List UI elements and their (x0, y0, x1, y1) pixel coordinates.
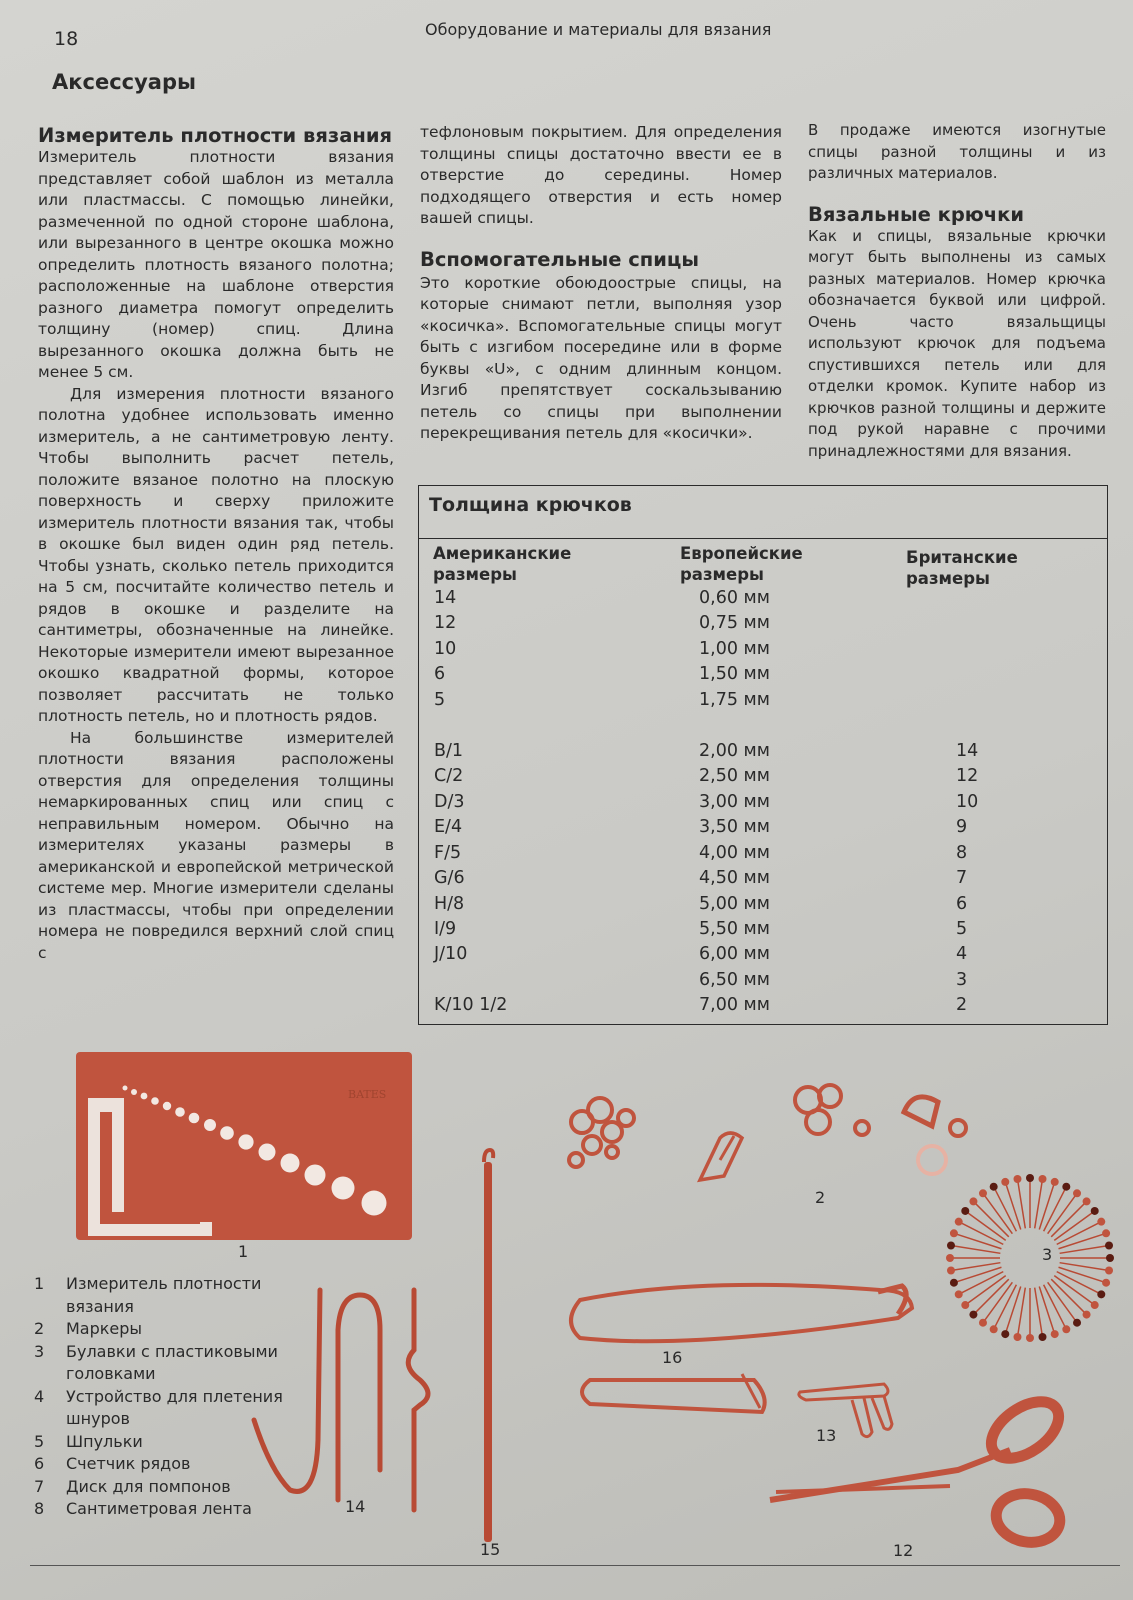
paragraph: тефлоновым покрытием. Для определения толщины спицы достаточно ввести ее в отверстие до середины. Номер подходящего отверстия и есть номер вашей спицы. (420, 123, 782, 227)
pin-head (1062, 1325, 1070, 1333)
caption-text: Маркеры (66, 1319, 143, 1338)
caption-text: Счетчик рядов (66, 1454, 191, 1473)
table-cell-eu: 0,60 мм (699, 588, 770, 608)
table-cell-uk: 8 (956, 843, 968, 863)
pin-head (979, 1189, 987, 1197)
table-cell-uk: 2 (956, 995, 968, 1015)
pin-head (1102, 1279, 1110, 1287)
pin-head (1051, 1178, 1059, 1186)
header-british: Британские размеры (906, 548, 1018, 588)
table-cell-uk: 3 (956, 970, 968, 990)
table-cell-uk: 14 (956, 741, 979, 761)
pin-head (946, 1254, 954, 1262)
pin-head (1097, 1218, 1105, 1226)
pin-head (950, 1279, 958, 1287)
pin-head (955, 1218, 963, 1226)
table-title: Толщина крючков (429, 494, 632, 516)
pin-head (1026, 1174, 1034, 1182)
pin-head (1039, 1175, 1047, 1183)
table-cell-eu: 6,50 мм (699, 970, 770, 990)
figure-label-safety-pins: 13 (816, 1426, 837, 1445)
figure-label-cable-needles: 14 (345, 1497, 366, 1516)
pin-head (969, 1197, 977, 1205)
table-cell-eu: 3,50 мм (699, 817, 770, 837)
table-cell-eu: 0,75 мм (699, 613, 770, 633)
pin-head (1097, 1290, 1105, 1298)
paragraph: Как и спицы, вязальные крючки могут быть выполнены из самых разных материалов. Номер крючка обозначается буквой или цифрой. Очень часто вязальщицы используют крючок для подъема спустившихся петель или для отделки кромок. Купите набор из крючков разной толщины и держите под рукой наравне с прочими принадлежностями для вязания. (808, 226, 1106, 460)
caption-number: 2 (34, 1319, 45, 1338)
page-number: 18 (54, 28, 79, 50)
table-cell-us: 10 (434, 639, 457, 659)
caption-text: Устройство для плетения шнуров (66, 1386, 283, 1428)
pin-head (1039, 1333, 1047, 1341)
pin-head (1013, 1333, 1021, 1341)
table-cell-eu: 3,00 мм (699, 792, 770, 812)
paragraph: На большинстве измерителей плотности вязания расположены отверстия для определения толщины немаркированных спиц или спиц с неправильным номером. Обычно на измерителях указаны размеры в американской и европейской метрической системе мер. Многие измерители сделаны из пластмассы, чтобы при определении номера не повредился верхний слой спиц с (38, 728, 394, 962)
caption-number: 7 (34, 1476, 45, 1496)
pin-head (969, 1311, 977, 1319)
crochet-hook-illustration (484, 1150, 493, 1542)
paragraph: Для измерения плотности вязаного полотна удобнее использовать именно измеритель, а не сантиметровую ленту. Чтобы выполнить расчет петель, положите вязаное полотно на плоскую поверхность и сверху приложите измеритель плотности вязания так, чтобы в окошке был виден один ряд петель. Чтобы узнать, сколько петель приходится на 5 см, посчитайте количество петель и рядов в окошке и разделите на сантиметры, обозначенные на линейке. Некоторые измерители имеют вырезанное окошко квадратной формы, которое позволяет рассчитать не только плотность петель, но и плотность рядов. (38, 384, 394, 725)
table-cell-us: K/10 1/2 (434, 995, 508, 1015)
pin-head (1013, 1175, 1021, 1183)
paragraph: Это короткие обоюдоострые спицы, на которые снимают петли, выполняя узор «косичка». Вспомогательные спицы могут быть с изгибом посередине или в форме буквы «U», с одним длинным концом. Изгиб препятствует соскальзыванию петель со спицы при выполнении перекрещивания петель для «косички». (420, 273, 782, 442)
pin-head (1001, 1178, 1009, 1186)
caption-item (34, 1273, 314, 1318)
table-cell-uk: 5 (956, 919, 968, 939)
figure-label-gauge: 1 (238, 1242, 249, 1261)
pin-head (1106, 1254, 1114, 1262)
pin-head (1051, 1330, 1059, 1338)
table-cell-us: B/1 (434, 741, 464, 761)
pin-head (961, 1207, 969, 1215)
scissors-illustration (770, 1390, 1069, 1547)
pin-head (1105, 1241, 1113, 1249)
caption-item (34, 1386, 314, 1431)
header-european: Европейские размеры (680, 544, 803, 584)
table-cell-us: F/5 (434, 843, 462, 863)
pin-head (1083, 1197, 1091, 1205)
caption-number: 8 (34, 1499, 45, 1518)
pin-head (1073, 1189, 1081, 1197)
caption-item (34, 1318, 314, 1341)
caption-text: Измеритель плотности вязания (66, 1274, 262, 1316)
stitch-holder-illustration (571, 1285, 912, 1412)
caption-text: Сантиметровая лента (66, 1499, 252, 1518)
paragraph: В продаже имеются изогнутые спицы разной толщины и из различных материалов. (808, 121, 1106, 182)
caption-number: 4 (34, 1386, 45, 1406)
gauge-illustration (76, 1052, 412, 1240)
table-cell-uk: 10 (956, 792, 979, 812)
pin-head (947, 1241, 955, 1249)
pin-head (1083, 1311, 1091, 1319)
table-cell-eu: 1,75 мм (699, 690, 770, 710)
caption-item (34, 1431, 314, 1454)
table-cell-uk: 6 (956, 894, 968, 914)
table-cell-us: E/4 (434, 817, 463, 837)
heading-crochet-hooks: Вязальные крючки (808, 202, 1025, 226)
figure-label-crochet-hook: 15 (480, 1540, 501, 1559)
caption-item (34, 1453, 314, 1476)
table-cell-us: 6 (434, 664, 446, 684)
caption-list (34, 1273, 314, 1521)
caption-number: 5 (34, 1431, 45, 1451)
table-cell-uk: 9 (956, 817, 968, 837)
heading-gauge: Измеритель плотности вязания (38, 124, 393, 147)
pin-head (1026, 1334, 1034, 1342)
table-cell-us: 14 (434, 588, 457, 608)
table-cell-eu: 7,00 мм (699, 995, 770, 1015)
table-cell-uk: 12 (956, 766, 979, 786)
table-cell-us: D/3 (434, 792, 465, 812)
table-cell-us: 5 (434, 690, 446, 710)
caption-item (34, 1476, 314, 1499)
table-cell-us: C/2 (434, 766, 464, 786)
table-cell-uk: 7 (956, 868, 968, 888)
table-cell-eu: 2,50 мм (699, 766, 770, 786)
caption-number: 3 (34, 1341, 45, 1361)
running-head: Оборудование и материалы для вязания (425, 20, 772, 39)
pin-head (1001, 1330, 1009, 1338)
pin-head (990, 1325, 998, 1333)
table-cell-eu: 1,50 мм (699, 664, 770, 684)
caption-number: 1 (34, 1274, 45, 1293)
header-american: Американские размеры (433, 544, 572, 584)
caption-item (34, 1341, 314, 1386)
figure-label-pins: 3 (1042, 1245, 1053, 1264)
table-cell-us: G/6 (434, 868, 465, 888)
paragraph: Измеритель плотности вязания представляет собой шаблон из металла или пластмассы. С помощью линейки, размеченной по одной стороне шаблона, или вырезанного в центре окошка можно определить плотность вязаного полотна; расположенные на шаблоне отверстия разного диаметра помогут определить толщину (номер) спиц. Длина вырезанного окошка должна быть не менее 5 см. (38, 148, 394, 381)
pin-head (979, 1319, 987, 1327)
figure-label-scissors: 12 (893, 1541, 914, 1560)
table-cell-uk: 4 (956, 944, 968, 964)
table-cell-eu: 5,50 мм (699, 919, 770, 939)
gauge-brand: BATES (348, 1088, 387, 1101)
heading-cable-needles: Вспомогательные спицы (420, 247, 700, 271)
caption-item (34, 1498, 314, 1521)
table-cell-us: I/9 (434, 919, 457, 939)
figure-label-markers: 2 (815, 1188, 826, 1207)
table-cell-eu: 1,00 мм (699, 639, 770, 659)
table-cell-eu: 5,00 мм (699, 894, 770, 914)
pin-head (1102, 1229, 1110, 1237)
table-cell-eu: 4,50 мм (699, 868, 770, 888)
table-cell-us: J/10 (434, 944, 468, 964)
pin-head (961, 1301, 969, 1309)
markers-illustration (569, 1085, 966, 1180)
bottom-rule (30, 1565, 1120, 1566)
figure-label-stitch-holder: 16 (662, 1348, 683, 1367)
table-cell-us: 12 (434, 613, 457, 633)
section-title: Аксессуары (52, 70, 196, 94)
table-cell-eu: 6,00 мм (699, 944, 770, 964)
pin-head (950, 1229, 958, 1237)
pin-head (1073, 1319, 1081, 1327)
pin-head (1091, 1301, 1099, 1309)
caption-text: Диск для помпонов (66, 1476, 231, 1496)
pins-illustration (946, 1174, 1114, 1342)
pin-head (1062, 1183, 1070, 1191)
pin-head (990, 1183, 998, 1191)
table-cell-us: H/8 (434, 894, 465, 914)
pin-head (1105, 1267, 1113, 1275)
caption-number: 6 (34, 1454, 45, 1473)
caption-text: Шпульки (66, 1431, 143, 1451)
table-cell-eu: 4,00 мм (699, 843, 770, 863)
safety-pins-illustration (799, 1384, 892, 1437)
pin-head (947, 1267, 955, 1275)
pin-head (1091, 1207, 1099, 1215)
caption-text: Булавки с пластиковыми головками (66, 1341, 278, 1383)
table-cell-eu: 2,00 мм (699, 741, 770, 761)
pin-head (955, 1290, 963, 1298)
